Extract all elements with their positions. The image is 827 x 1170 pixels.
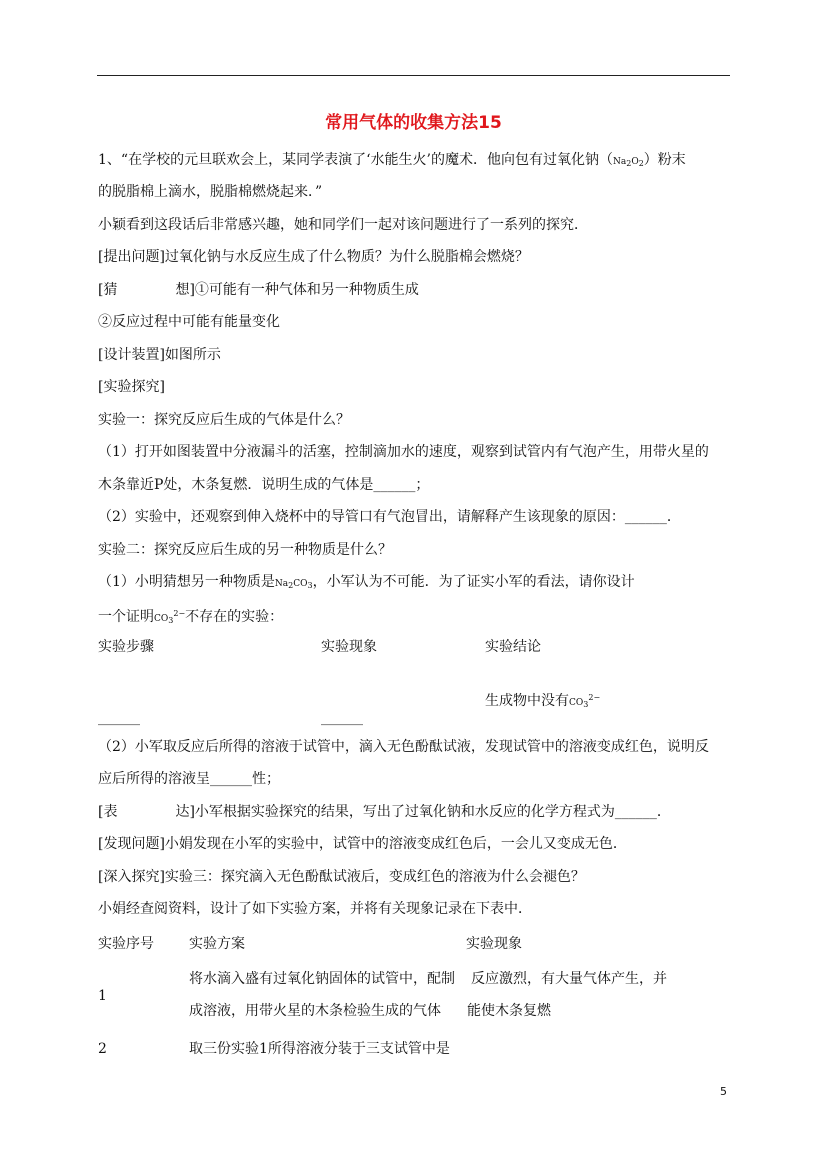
paragraph-line: [猜 想]①可能有一种气体和另一种物质生成 bbox=[98, 282, 419, 298]
paragraph-line: 一个证明CO32−不存在的实验： bbox=[98, 609, 284, 625]
paragraph-line: 实验一：探究反应后生成的气体是什么？ bbox=[98, 412, 350, 428]
paragraph-line: 的脱脂棉上滴水，脱脂棉燃烧起来．” bbox=[98, 184, 323, 200]
paragraph-line: （2）实验中，还观察到伸入烧杯中的导管口有气泡冒出，请解释产生该现象的原因：______． bbox=[98, 509, 681, 525]
table1-blank-phenomenon: ______ bbox=[321, 710, 363, 726]
paragraph-line: 小娟经查阅资料，设计了如下实验方案，并将有关现象记录在下表中． bbox=[98, 901, 532, 917]
paragraph-line: ②反应过程中可能有能量变化 bbox=[98, 314, 280, 330]
paragraph-line: 小颖看到这段话后非常感兴趣，她和同学们一起对该问题进行了一系列的探究． bbox=[98, 217, 588, 233]
table1-header-phenomenon: 实验现象 bbox=[321, 639, 377, 655]
table2-header-plan: 实验方案 bbox=[189, 936, 245, 952]
table2-row2-plan: 取三份实验1所得溶液分装于三支试管中是 bbox=[189, 1041, 450, 1057]
paragraph-line: （1）打开如图装置中分液漏斗的活塞，控制滴加水的速度，观察到试管内有气泡产生，用带火星的 bbox=[98, 444, 709, 460]
table2-row1-observation-cont: 能使木条复燃 bbox=[467, 1003, 551, 1019]
formula-co3-ion: CO32− bbox=[154, 609, 186, 625]
paragraph-line: 1、“在学校的元旦联欢会上，某同学表演了‘水能生火’的魔术．他向包有过氧化钠（Na2O2）粉末 bbox=[98, 152, 686, 168]
page-number: 5 bbox=[720, 1085, 727, 1098]
table2-header-no: 实验序号 bbox=[98, 936, 154, 952]
paragraph-line: （2）小军取反应后所得的溶液于试管中，滴入无色酚酞试液，发现试管中的溶液变成红色，说明反 bbox=[98, 739, 709, 755]
page-title: 常用气体的收集方法15 bbox=[325, 113, 502, 133]
table1-blank-step: ______ bbox=[98, 710, 140, 726]
formula-co3-ion: CO32− bbox=[569, 693, 601, 709]
table2-row1-no: 1 bbox=[98, 988, 107, 1004]
paragraph-line: （1）小明猜想另一种物质是Na2CO3，小军认为不可能．为了证实小军的看法，请你设计 bbox=[98, 574, 635, 590]
paragraph-line: [表 达]小军根据实验探究的结果，写出了过氧化钠和水反应的化学方程式为______． bbox=[98, 804, 671, 820]
paragraph-line: [发现问题]小娟发现在小军的实验中，试管中的溶液变成红色后，一会儿又变成无色． bbox=[98, 836, 627, 852]
paragraph-line: [设计装置]如图所示 bbox=[98, 347, 221, 363]
paragraph-line: [深入探究]实验三：探究滴入无色酚酞试液后，变成红色的溶液为什么会褪色？ bbox=[98, 869, 585, 885]
table1-header-conclusion: 实验结论 bbox=[485, 639, 541, 655]
formula-na2co3: Na2CO3 bbox=[274, 579, 313, 590]
table2-row1-plan-cont: 成溶液，用带火星的木条检验生成的气体 bbox=[189, 1003, 441, 1019]
paragraph-line: [提出问题]过氧化钠与水反应生成了什么物质？为什么脱脂棉会燃烧？ bbox=[98, 249, 529, 265]
paragraph-line: 实验二：探究反应后生成的另一种物质是什么？ bbox=[98, 542, 392, 558]
table2-row2-no: 2 bbox=[98, 1041, 107, 1057]
paragraph-line: 应后所得的溶液呈______性； bbox=[98, 771, 280, 787]
table2-row1-observation: 反应激烈，有大量气体产生，并 bbox=[471, 971, 667, 987]
header-rule bbox=[97, 75, 730, 76]
table2-row1-plan: 将水滴入盛有过氧化钠固体的试管中，配制 bbox=[189, 971, 455, 987]
table1-conclusion: 生成物中没有CO32− bbox=[485, 693, 601, 709]
paragraph-line: 木条靠近P处，木条复燃．说明生成的气体是______； bbox=[98, 477, 430, 493]
table1-header-step: 实验步骤 bbox=[98, 639, 154, 655]
paragraph-line: [实验探究] bbox=[98, 379, 165, 395]
formula-na2o2: Na2O2 bbox=[612, 157, 644, 168]
table2-header-observation: 实验现象 bbox=[466, 936, 522, 952]
